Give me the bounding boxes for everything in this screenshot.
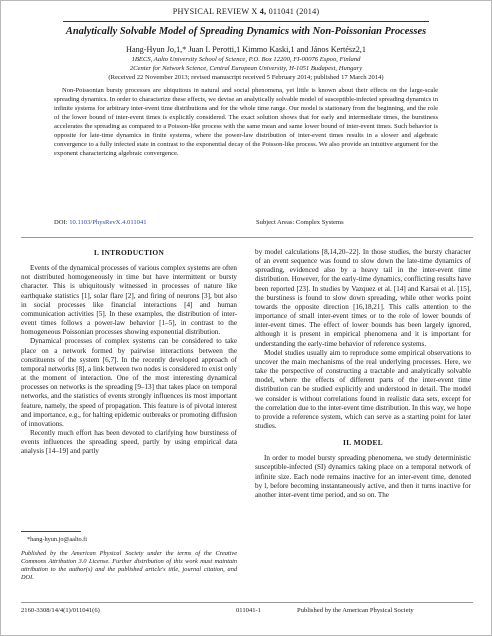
section-divider [21,237,473,238]
left-column [21,248,237,456]
footer-rule [21,602,473,603]
affiliation-2: 2Center for Network Science, Central European University, H-1051 Budapest, Hungary [129,65,363,72]
license-note: Published by the American Physical Society under the terms of the Creative Commons Attribution 3.0 License. Further distribution of this work must maintain attribution to the author(s) and the published article's title, journal citation, and DOI. [21,550,237,582]
journal-volume: 4, [259,7,267,16]
paragraph: Model studies usually aim to reproduce some empirical observations to uncover the main mechanisms of the real underlying processes. Here, we take the perspective of constructing a tractable and analytically solvable model, where the effects of different parts of the inter-event time distribution can be studied explicitly and understood in detail. The model we consider is without correlations found in realistic data sets, except for the correlation due to the inter-event time distribution. In this way, we hope to provide a reference system, which can serve as a starting point for later studies. [255,348,471,430]
abstract: Non-Poissonian bursty processes are ubiquitous in natural and social phenomena, yet little is known about their effects on the large-scale spreading dynamics. In order to characterize these effects, we devise an analytically solvable model of susceptible-infected spreading dynamics in infinite systems for arbitrary inter-event time distributions and for the whole time range. Our model is stationary from the beginning, and the role of the lower bound of inter-event times is explicitly considered. The exact solution shows that for early and intermediate times, the burstiness accelerates the spreading as compared to a Poisson-like process with the same mean and same lower bound of inter-event times. Such behavior is opposite for late-time dynamics in finite systems, where the power-law distribution of inter-event times results in a slower and algebraic convergence to a fully infected state in contrast to the exponential decay of the Poisson-like process. We also provide an intuitive argument for the exponent characterizing algebraic convergence. [54,87,438,157]
section-heading-introduction: I. INTRODUCTION [93,248,165,257]
paper-authors: Hang-Hyun Jo,1,* Juan I. Perotti,1 Kimmo Kaski,1 and János Kertész2,1 [126,45,366,54]
paragraph: Events of the dynamical processes of various complex systems are often not distributed homogeneously in time but have intermittent or bursty character. This is ubiquitously witnessed in processes of nature like earthquake statistics [1], solar flare [2], and firing of neurons [3], but also in social processes like financial interactions [4] and human communication activities [5]. In these examples, the distribution of inter-event times follows a power-law behavior [1–5], in contrast to the homogeneous Poissonian processes showing exponential distribution. [21,264,237,337]
publisher-line: Published by the American Physical Society [297,607,414,614]
journal-header [1,7,491,16]
paragraph: Recently much effort has been devoted to clarifying how burstiness of events influences the spreading speed, partly by using empirical data analysis [14–19] and partly [21,428,237,456]
paper-title: Analytically Solvable Model of Spreading Dynamics with Non-Poissonian Processes [65,26,427,37]
journal-article-year: 011041 (2014) [268,7,320,16]
doi-line [54,219,147,226]
paragraph: Dynamical processes of complex systems can be considered to take place on a network formed by pairwise interactions between the constituents of the system [6,7]. In the recently developed approach of temporal networks [8], a link between two nodes is considered to exist only at the moment of interaction. One of the most interesting dynamical processes on networks is the spreading [9–13] that takes place on temporal networks, and the statistics of events strongly influences its most important feature, namely, the speed of propagation. This feature is of pivotal interest and importance, e.g., for halting epidemic outbreaks or promoting diffusion of innovations. [21,337,237,428]
paragraph: by model calculations [8,14,20–22]. In those studies, the bursty character of an event sequence was found to slow down the late-time dynamics of spreading, evidenced also by a heavy tail in the inter-event time distribution. However, for the early-time dynamics, conflicting results have been reported [23]. In studies by Vazquez et al. [14] and Karsai et al. [15], the burstiness is found to slow down spreading, while other works point towards the opposite direction [16,18,21]. This calls attention to the importance of small inter-event times or to the role of lower bounds of inter-event times. The effect of lower bounds has been largely ignored, although it is present in empirical phenomena and it is important for understanding the early-time behavior of reference systems. [255,248,471,348]
footnote-rule [21,531,81,532]
affiliation-1: 1BECS, Aalto University School of Science, P.O. Box 12200, FI-00076 Espoo, Finland [131,56,361,63]
issn-code: 2160-3308/14/4(1)/011041(6) [21,607,100,614]
doi-label: DOI: [54,219,68,226]
doi-link[interactable]: 10.1103/PhysRevX.4.011041 [69,219,147,226]
page-number: 011041-1 [236,607,262,614]
author-email[interactable]: *hang-hyun.jo@aalto.fi [27,536,88,543]
paragraph: In order to model bursty spreading phenomena, we study deterministic susceptible-infected (SI) dynamics taking place on a temporal network of infinite size. Each node remains inactive for an inter-event time, denoted by l, before becoming instantaneously active, and then it turns inactive for another inter-event time period, and so on. The [255,454,471,499]
received-dates: (Received 22 November 2013; revised manuscript received 5 February 2014; published 17 March 2014) [108,74,384,81]
right-column [255,248,471,500]
section-heading-model: II. MODEL [342,438,384,448]
journal-name: PHYSICAL REVIEW X [172,7,258,16]
subject-areas: Subject Areas: Complex Systems [256,219,344,226]
header-rule [63,21,429,22]
